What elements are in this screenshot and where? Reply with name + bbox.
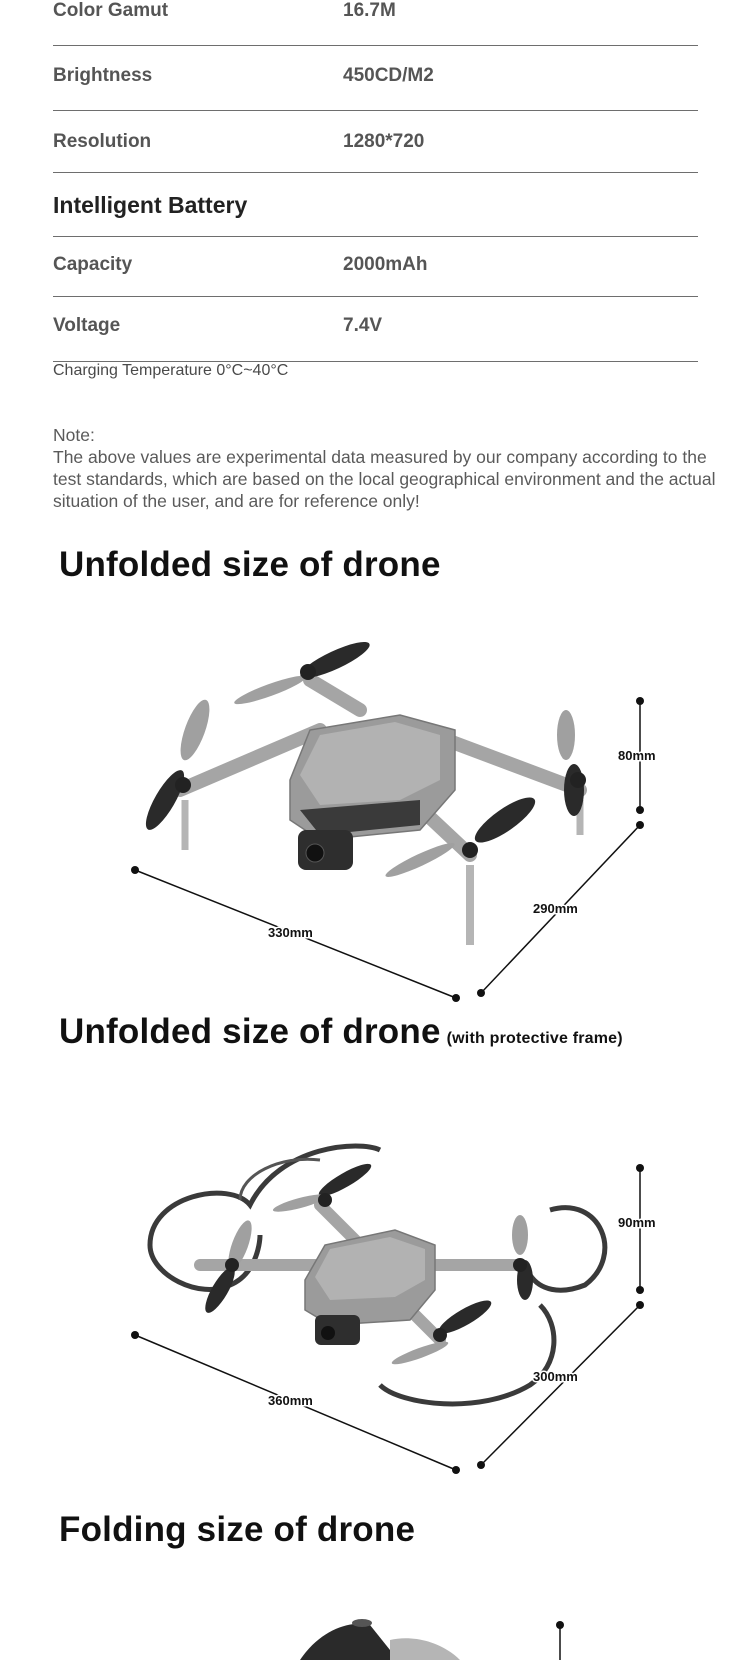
battery-section-title: Intelligent Battery [53, 192, 248, 218]
dimension-height-label: 90mm [618, 1215, 656, 1230]
section-subtitle: (with protective frame) [446, 1030, 623, 1047]
spec-value: 1280*720 [343, 131, 425, 152]
spec-value: 0°C~40°C [216, 362, 289, 379]
unfolded-drone-frame-diagram [0, 1125, 750, 1485]
spec-row-color-gamut [53, 0, 698, 46]
unfolded-drone-diagram [0, 620, 750, 1015]
section-title-unfolded: Unfolded size of drone [59, 545, 441, 584]
spec-key: Resolution [53, 131, 152, 152]
spec-row-voltage [53, 297, 698, 362]
spec-value: 16.7M [343, 0, 396, 21]
dimension-width-label: 360mm [268, 1393, 313, 1408]
section-title-unfolded-frame [59, 1012, 623, 1052]
spec-table [53, 0, 698, 412]
spec-row-capacity [53, 237, 698, 297]
folded-drone-diagram [0, 1610, 750, 1660]
note [53, 424, 723, 512]
spec-value: 7.4V [343, 315, 383, 336]
dimension-height-label: 80mm [618, 748, 656, 763]
note-text: The above values are experimental data measured by our company according to the test standards, which are based on the local geographical environment and the actual situation of the user, and are for reference only! [53, 447, 716, 511]
spec-value: 2000mAh [343, 254, 428, 275]
spec-key: Brightness [53, 65, 153, 86]
note-label: Note: [53, 425, 95, 445]
spec-key: Voltage [53, 315, 121, 336]
dimension-depth-label: 300mm [533, 1369, 578, 1384]
spec-row-brightness [53, 46, 698, 111]
spec-key: Color Gamut [53, 0, 169, 21]
section-title-text: Unfolded size of drone [59, 1012, 441, 1051]
spec-key: Charging Temperature [53, 362, 212, 379]
battery-section-header [53, 173, 698, 237]
spec-key: Capacity [53, 254, 133, 275]
spec-value: 450CD/M2 [343, 65, 434, 86]
spec-row-resolution [53, 111, 698, 173]
dimension-width-label: 330mm [268, 925, 313, 940]
dimension-depth-label: 290mm [533, 901, 578, 916]
drone-with-frame-illustration [150, 1146, 605, 1404]
spec-row-charging-temperature [53, 362, 698, 412]
section-title-folding: Folding size of drone [59, 1510, 416, 1549]
